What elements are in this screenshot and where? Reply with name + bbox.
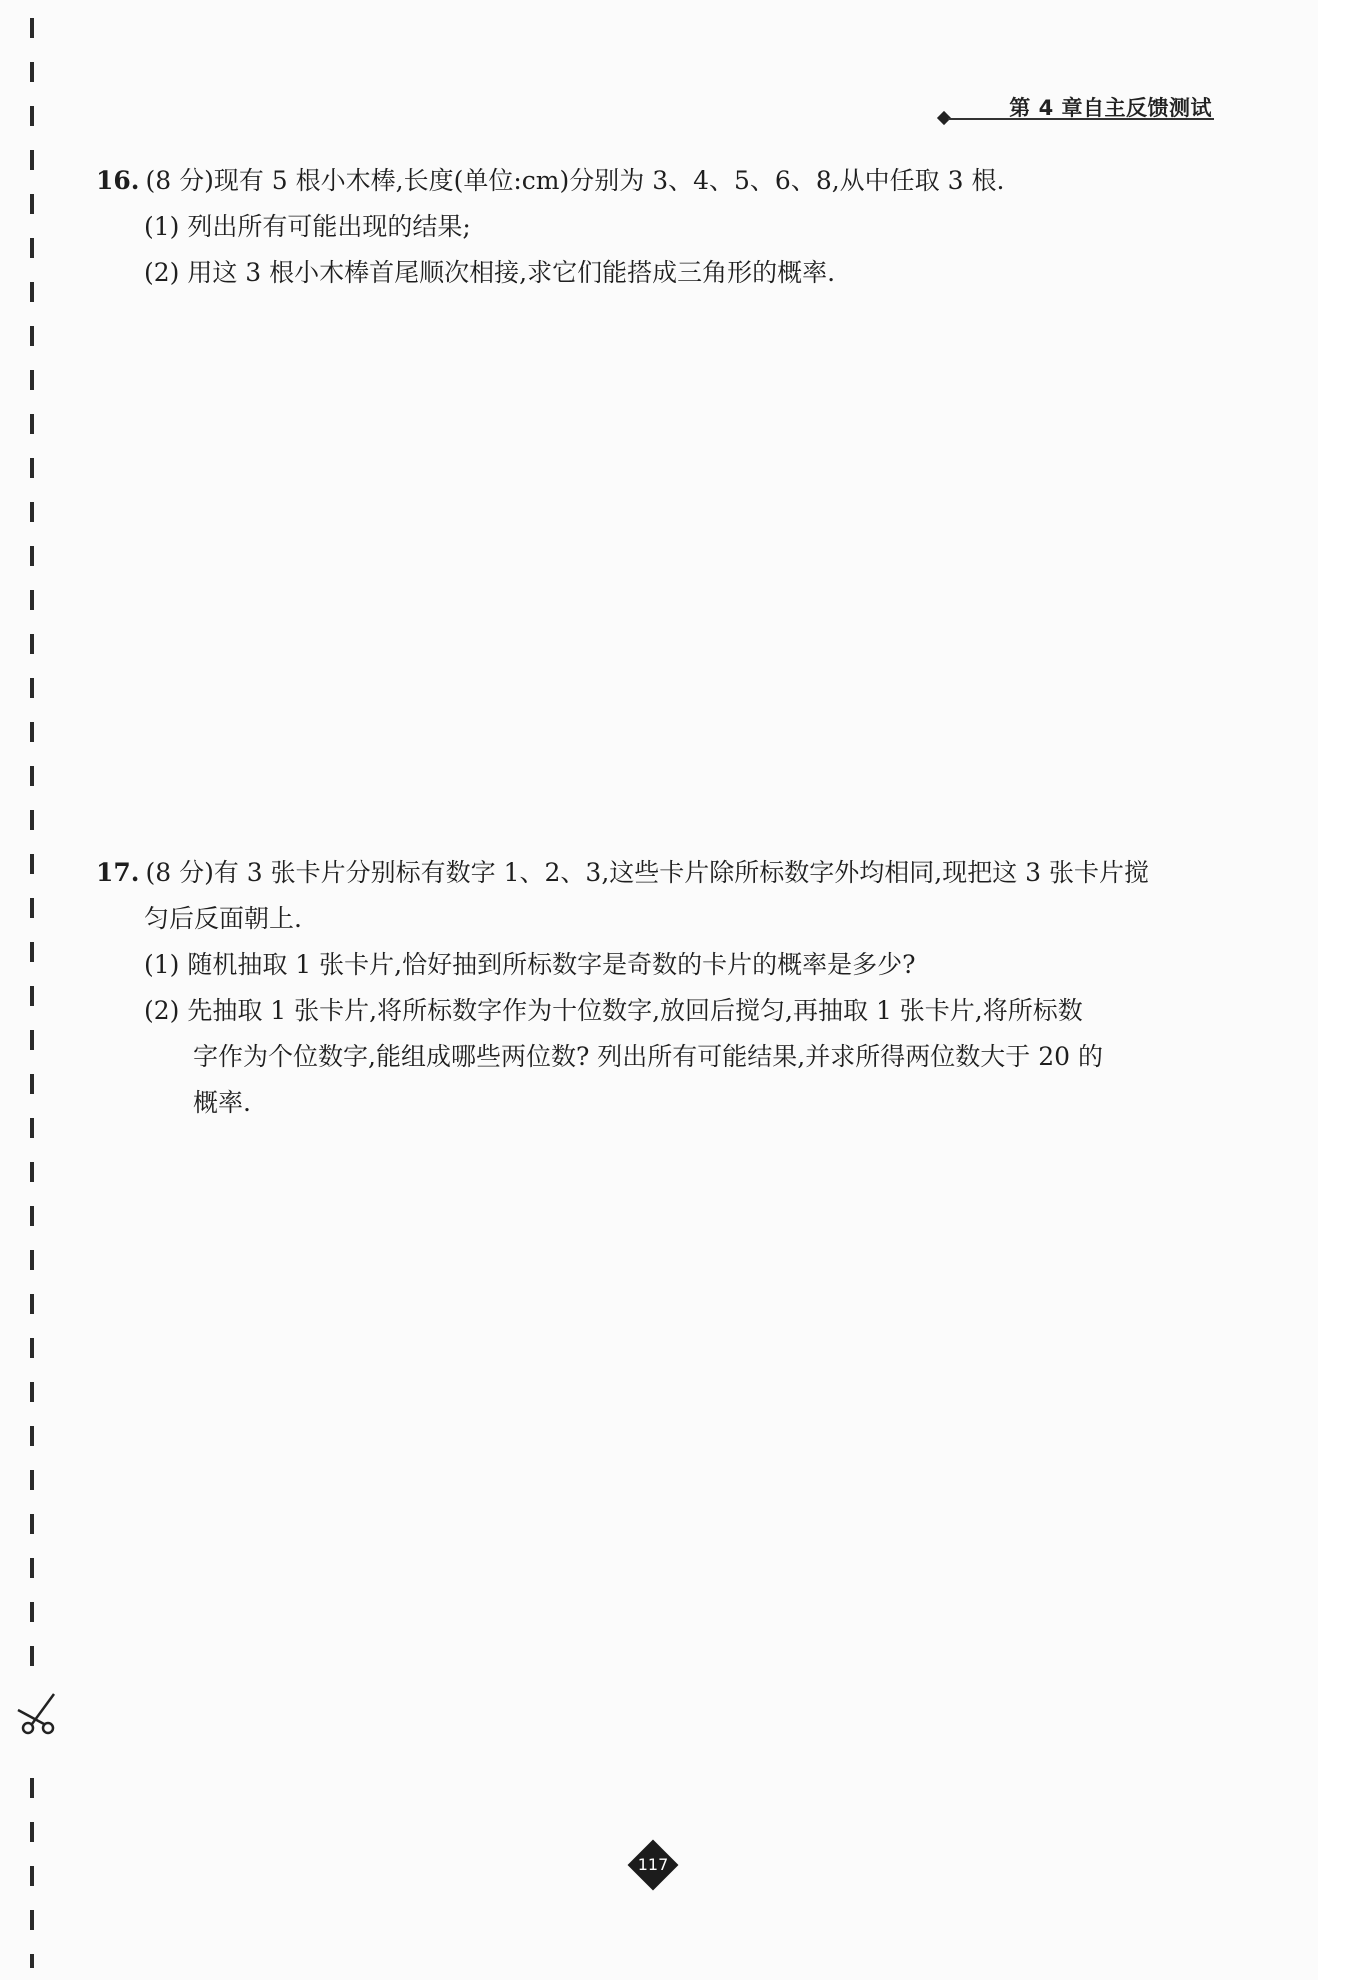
problem-16-part-1: (1) 列出所有可能出现的结果; (144, 212, 471, 241)
problem-17-stem-continued: 匀后反面朝上. (144, 904, 302, 933)
problem-17-text: (8 分)有 3 张卡片分别标有数字 1、2、3,这些卡片除所标数字外均相同,现把这 3 张卡片搅 (145, 858, 1150, 887)
problem-17-part-2-line-2: 字作为个位数字,能组成哪些两位数? 列出所有可能结果,并求所得两位数大于 20 的 (193, 1042, 1103, 1071)
problem-16-part-2: (2) 用这 3 根小木棒首尾顺次相接,求它们能搭成三角形的概率. (144, 258, 836, 287)
problem-17 (96, 850, 1216, 1126)
problem-17-part-2-line-3: 概率. (193, 1088, 251, 1117)
scissors-icon (14, 1690, 64, 1740)
page-number-badge (628, 1840, 678, 1890)
dashed-cut-line (30, 18, 34, 1968)
problem-16-number: 16. (96, 166, 140, 195)
problem-16 (96, 158, 1216, 296)
problem-17-part-2: (2) 先抽取 1 张卡片,将所标数字作为十位数字,放回后搅匀,再抽取 1 张卡片,将所标数 (144, 996, 1083, 1025)
problem-17-part-1: (1) 随机抽取 1 张卡片,恰好抽到所标数字是奇数的卡片的概率是多少? (144, 950, 916, 979)
page-number: 117 (637, 1855, 669, 1874)
page-margin (1318, 0, 1350, 1980)
problem-16-text: (8 分)现有 5 根小木棒,长度(单位:cm)分别为 3、4、5、6、8,从中任取 3 根. (145, 166, 1005, 195)
problem-16-stem (96, 158, 1216, 204)
chapter-header: 第 4 章自主反馈测试 (1009, 96, 1212, 120)
problem-17-stem (96, 850, 1216, 896)
problem-17-number: 17. (96, 858, 140, 887)
